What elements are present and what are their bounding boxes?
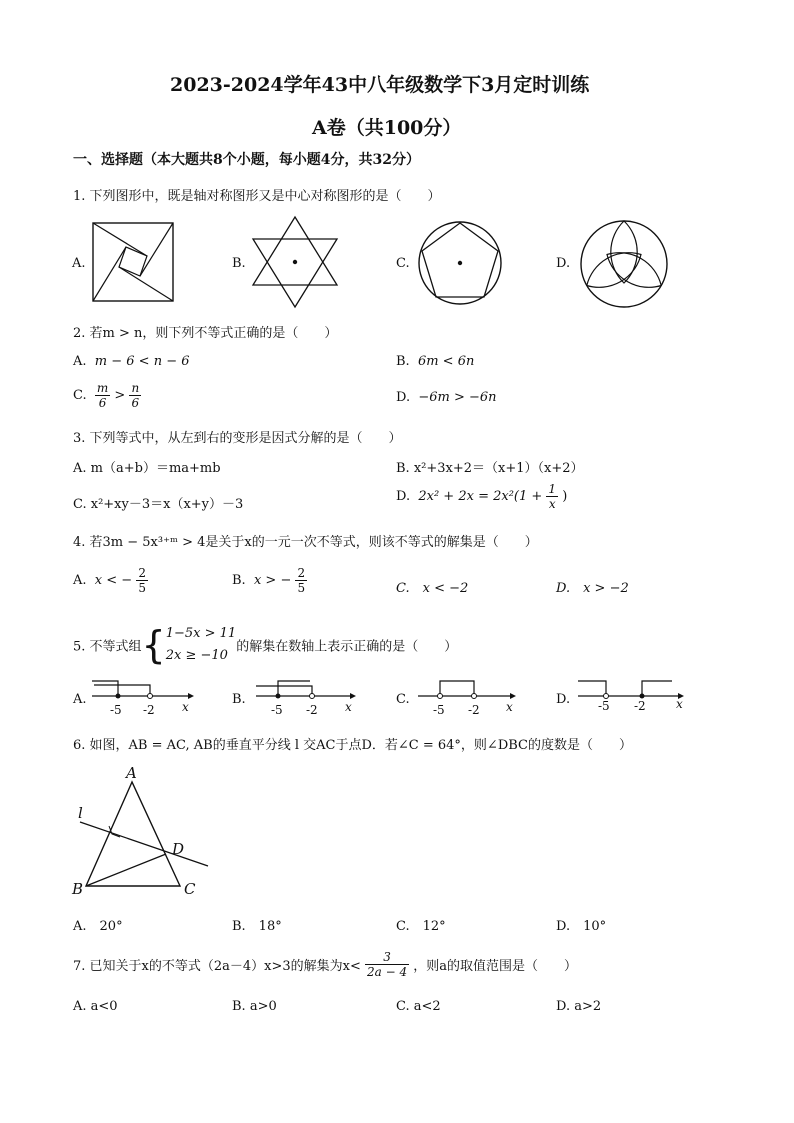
q6-point-b: B (72, 880, 84, 898)
question-5-stem (73, 623, 457, 667)
q2-option-c-frac1: $\frac{m}{6}$ (96, 381, 109, 410)
q2-option-d (396, 390, 497, 405)
q3-option-c: C. x²+xy－3＝x（x+y）－3 (73, 497, 244, 512)
q5-system-line2: 2x ≥ −10 (165, 648, 228, 663)
q6-option-b: B. 18° (232, 919, 282, 934)
q6-line-l: l (78, 804, 83, 822)
q6-triangle-figure (70, 760, 220, 900)
q5-option-d-label: D. (556, 692, 571, 707)
q2-option-b (396, 354, 474, 369)
q5-d-axis-var: x (676, 697, 683, 711)
q6-option-d: D. 10° (556, 919, 607, 934)
q7-option-c: C. a<2 (396, 999, 441, 1014)
q7-option-b: B. a>0 (232, 999, 277, 1014)
q6-point-a: A (126, 764, 137, 782)
q5-d-tick-right: -2 (634, 699, 646, 713)
q6-point-c: C (184, 880, 196, 898)
q7-stem-post: ，则a的取值范围是（ ） (413, 959, 578, 974)
question-2-stem: 2. 若m > n，则下列不等式正确的是（ ） (73, 326, 338, 341)
q2-option-d-label: D. (396, 390, 411, 405)
q5-d-tick-left: -5 (598, 699, 610, 713)
q5-b-tick-left: -5 (271, 703, 283, 717)
q5-c-tick-left: -5 (433, 703, 445, 717)
q3-option-d-main: 2x² + 2x = 2x²(1 + (418, 489, 543, 504)
q6-option-c: C. 12° (396, 919, 446, 934)
q5-numberline-d (576, 676, 686, 716)
q4-option-a-frac: $\frac{2}{5}$ (138, 566, 146, 595)
q7-option-a: A. a<0 (73, 999, 118, 1014)
page-title: 2023-2024学年43中八年级数学下3月定时训练 (170, 74, 590, 96)
q5-a-axis-var: x (182, 700, 189, 714)
q1-option-c-label: C. (396, 256, 410, 271)
q7-fraction: $\frac{3}{2a - 4}$ (367, 950, 408, 979)
q4-option-c: C. x < −2 (396, 581, 469, 596)
q3-option-d-label: D. (396, 489, 411, 504)
q1-figure-d (580, 220, 668, 308)
q5-b-axis-var: x (345, 700, 352, 714)
q5-c-tick-right: -2 (468, 703, 480, 717)
q5-option-a-label: A. (73, 692, 87, 707)
question-3-stem: 3. 下列等式中，从左到右的变形是因式分解的是（ ） (73, 431, 402, 446)
q2-option-b-text: 6m < 6n (417, 354, 475, 369)
q2-option-c-label: C. (73, 388, 87, 403)
q4-option-a-pre: x < − (94, 573, 133, 588)
q5-system-line1: 1−5x > 11 (165, 626, 237, 641)
q1-option-b-label: B. (232, 256, 246, 271)
q5-b-tick-right: -2 (306, 703, 318, 717)
q4-option-b-pre: x > − (253, 573, 292, 588)
q2-option-a (73, 354, 190, 369)
q3-option-a: A. m（a+b）＝ma+mb (73, 461, 221, 476)
q2-option-a-label: A. (73, 354, 87, 369)
q1-option-a-label: A. (72, 256, 86, 271)
q1-option-d-label: D. (556, 256, 571, 271)
question-4-stem: 4. 若3m − 5x³⁺ᵐ > 4是关于x的一元一次不等式，则该不等式的解集是（ ） (73, 535, 538, 550)
q5-c-axis-var: x (506, 700, 513, 714)
q3-option-d-close: ) (562, 489, 568, 504)
q5-system (166, 623, 236, 667)
q2-option-c-frac2: $\frac{n}{6}$ (131, 381, 140, 410)
q5-option-b-label: B. (232, 692, 246, 707)
q4-option-b-label: B. (232, 573, 246, 588)
q7-stem-pre: 7. 已知关于x的不等式（2a－4）x>3的解集为x< (73, 959, 361, 974)
q5-option-c-label: C. (396, 692, 410, 707)
q4-option-d: D. x > −2 (556, 581, 629, 596)
q2-option-c (73, 381, 141, 410)
q6-option-a: A. 20° (73, 919, 123, 934)
q6-point-d: D (172, 840, 185, 858)
q2-option-d-text: −6m > −6n (418, 390, 497, 405)
q1-figure-a (92, 222, 174, 302)
q1-figure-c (418, 221, 502, 305)
q2-option-c-op: > (114, 388, 126, 403)
q2-option-a-text: m − 6 < n − 6 (94, 354, 190, 369)
q3-option-d-frac: $\frac{1}{x}$ (548, 482, 557, 511)
question-6-stem: 6. 如图，AB = AC, AB的垂直平分线 l 交AC于点D．若∠C = 64°，则∠DBC的度数是（ ） (73, 738, 632, 753)
q4-option-a (73, 566, 148, 595)
q5-a-tick-right: -2 (143, 703, 155, 717)
question-1-stem: 1. 下列图形中，既是轴对称图形又是中心对称图形的是（ ） (73, 189, 441, 204)
section-heading: 一、选择题（本大题共8个小题，每小题4分，共32分） (73, 152, 420, 168)
q4-option-b (232, 566, 307, 595)
q5-a-tick-left: -5 (110, 703, 122, 717)
q5-stem-post: 的解集在数轴上表示正确的是（ ） (236, 639, 458, 655)
question-7-stem (73, 950, 577, 979)
q2-option-b-label: B. (396, 354, 410, 369)
q3-option-d (396, 482, 567, 511)
q1-figure-b (252, 216, 338, 308)
q4-option-b-frac: $\frac{2}{5}$ (297, 566, 306, 595)
q3-option-b: B. x²+3x+2＝（x+1）（x+2） (396, 461, 584, 476)
q5-stem-pre: 5. 不等式组 (73, 639, 142, 655)
q7-option-d: D. a>2 (556, 999, 602, 1014)
page-subtitle: A卷（共100分） (312, 117, 462, 139)
q4-option-a-label: A. (73, 573, 87, 588)
q5-brace: { (141, 623, 166, 667)
